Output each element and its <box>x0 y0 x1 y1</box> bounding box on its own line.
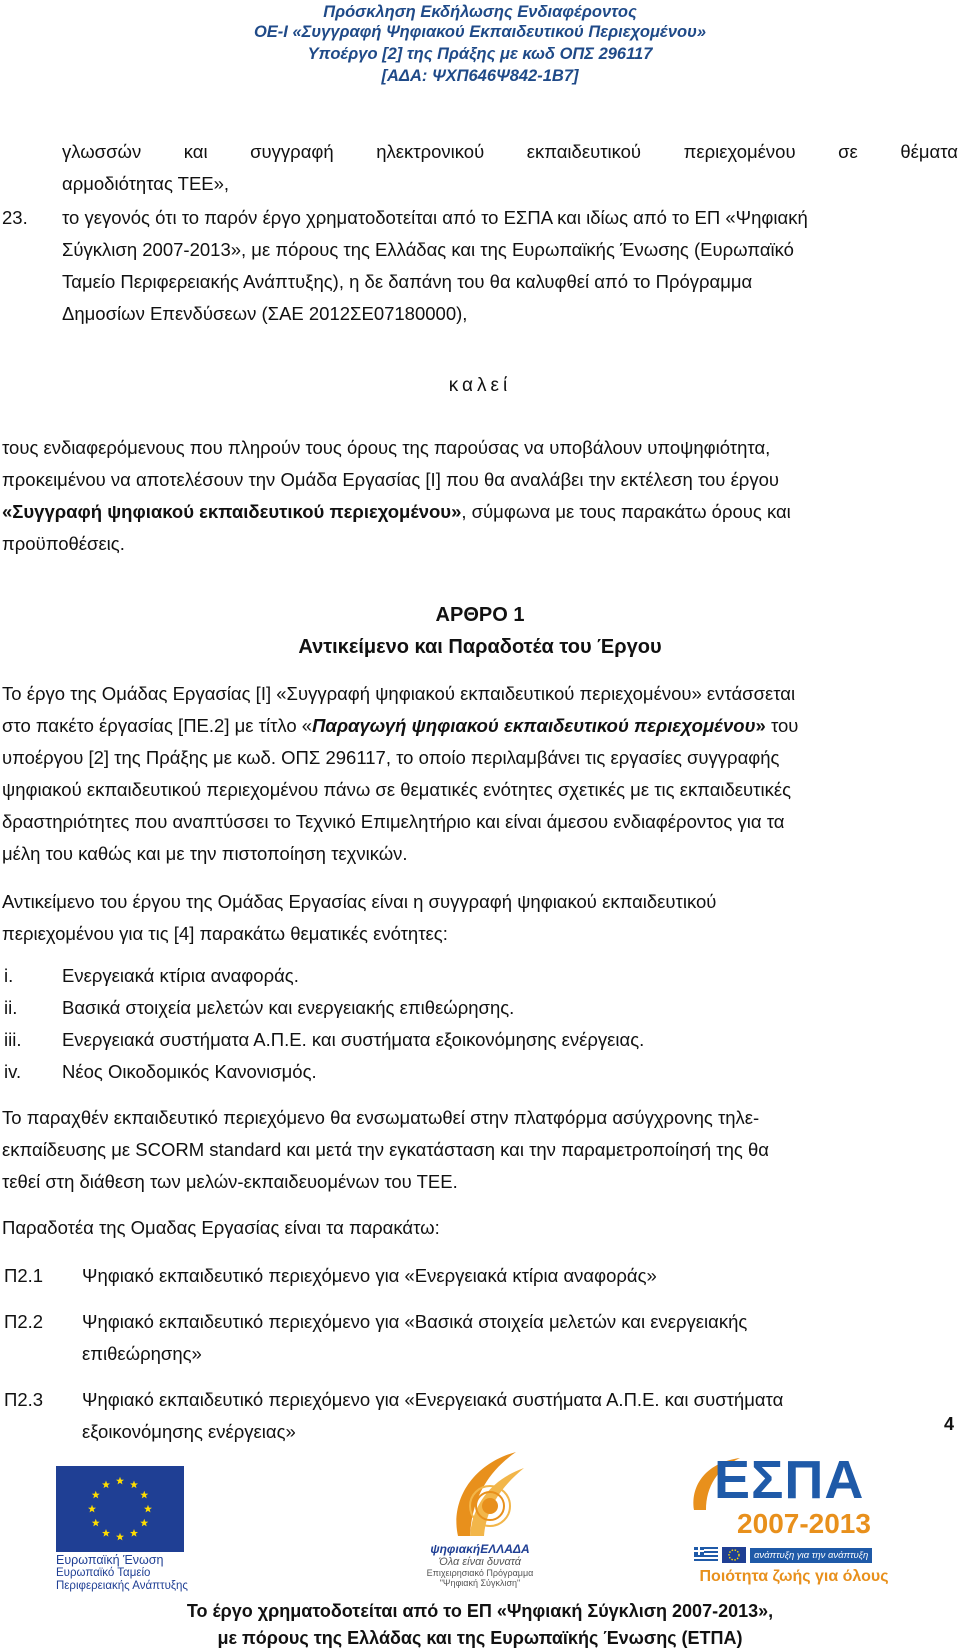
paragraph-2-line-1: Αντικείμενο του έργου της Ομάδας Εργασίας είναι η συγγραφή ψηφιακού εκπαιδευτικού <box>2 891 717 912</box>
digital-greece-slogan: Όλα είναι δυνατά <box>438 1556 522 1568</box>
paragraph-1-line-1: Το έργο της Ομάδας Εργασίας [Ι] «Συγγραφή ψηφιακού εκπαιδευτικού περιεχομένου» εντάσσεται <box>2 683 796 704</box>
logos-row <box>0 1446 960 1596</box>
espa-tagline: Ποιότητα ζωής για όλους <box>699 1568 889 1585</box>
digital-greece-emblem-icon <box>420 1446 540 1540</box>
continued-line-2: αρμοδιότητας ΤΕΕ», <box>62 173 230 194</box>
invitation-line-3: «Συγγραφή ψηφιακού εκπαιδευτικού περιεχομένου», σύμφωνα με τους παρακάτω όρους και <box>2 501 791 522</box>
item-23-line-1: το γεγονός ότι το παρόν έργο χρηματοδοτείται από το ΕΣΠΑ και ιδίως από το ΕΠ «Ψηφιακή <box>62 207 808 228</box>
digital-greece-brand: ψηφιακήΕΛΛΑΔΑ <box>430 1542 530 1556</box>
page-header <box>0 0 960 96</box>
item-23-line-3: Ταμείο Περιφερειακής Ανάπτυξης), η δε δαπάνη του θα καλυφθεί από το Πρόγραμμα <box>62 271 753 292</box>
paragraph-1-line-3: υποέργου [2] της Πράξης με κωδ. ΟΠΣ 296117, το οποίο περιλαμβάνει τις εργασίες συγγραφής <box>2 747 780 768</box>
espa-logo <box>684 1450 904 1596</box>
eu-small-flag-icon <box>722 1547 746 1563</box>
unit-item: ii. Βασικά στοιχεία μελετών και ενεργειακής επιθεώρησης. <box>4 997 515 1018</box>
unit-item: iv. Νέος Οικοδομικός Κανονισμός. <box>4 1061 317 1082</box>
espa-slogan: ανάπτυξη για την ανάπτυξη <box>750 1548 872 1563</box>
page-footer <box>0 1598 960 1652</box>
paragraph-2-line-2: περιεχομένου για τις [4] παρακάτω θεματικές ενότητες: <box>2 923 448 944</box>
item-23-number: 23. <box>2 207 28 228</box>
paragraph-1-line-6: μέλη του καθώς και με την πιστοποίηση τεχνικών. <box>2 843 408 864</box>
eu-logo-line-3: Περιφερειακής Ανάπτυξης <box>56 1580 188 1592</box>
paragraph-1 <box>2 678 960 870</box>
invitation-line-4: προϋποθέσεις. <box>2 533 125 554</box>
continued-line-1: γλωσσών και συγγραφή ηλεκτρονικού εκπαιδευτικού περιεχομένου σε θέματα <box>62 141 958 162</box>
footer-line-1: Το έργο χρηματοδοτείται από το ΕΠ «Ψηφιακή Σύγκλιση 2007-2013», <box>186 1601 774 1621</box>
paragraph-1-line-2: στο πακέτο έργασίας [ΠΕ.2] με τίτλο «Παραγωγή ψηφιακού εκπαιδευτικού περιεχομένου» του <box>2 715 799 736</box>
digital-greece-line-3: "Ψηφιακή Σύγκλιση" <box>439 1578 521 1588</box>
page-number: 4 <box>943 1414 954 1434</box>
item-23-line-4: Δημοσίων Επενδύσεων (ΣΑΕ 2012ΣΕ07180000), <box>62 303 468 324</box>
header-line-2: ΟΕ-Ι «Συγγραφή Ψηφιακού Εκπαιδευτικού Περιεχομένου» <box>253 23 707 41</box>
kalei-heading: καλεί <box>448 375 512 396</box>
continued-item <box>62 136 958 200</box>
eu-logo <box>56 1466 186 1596</box>
article-subtitle: Αντικείμενο και Παραδοτέα του Έργου <box>298 636 662 658</box>
eu-logo-line-1: Ευρωπαϊκή Ένωση <box>56 1553 164 1567</box>
header-line-4: [ΑΔΑ: ΨΧΠ646Ψ842-1Β7] <box>381 67 579 85</box>
unit-item: i. Ενεργειακά κτίρια αναφοράς. <box>4 965 299 986</box>
unit-item: iii. Ενεργειακά συστήματα Α.Π.Ε. και συστήματα εξοικονόμησης ενέργειας. <box>4 1029 645 1050</box>
paragraph-3 <box>2 1102 960 1198</box>
paragraph-4: Παραδοτέα της Ομαδας Εργασίας είναι τα παρακάτω: <box>2 1217 440 1238</box>
item-23-line-2: Σύγκλιση 2007-2013», με πόρους της Ελλάδας και της Ευρωπαϊκής Ένωσης (Ευρωπαϊκό <box>62 239 794 260</box>
invitation-line-2: προκειμένου να αποτελέσουν την Ομάδα Εργασίας [Ι] που θα αναλάβει την εκτέλεση του έργου <box>2 469 779 490</box>
digital-greece-logo <box>410 1446 550 1596</box>
paragraph-1-line-4: ψηφιακού εκπαιδευτικού περιεχομένου πάνω σε θεματικές ενότητες σχετικές με τις εκπαιδευτικές <box>2 779 791 800</box>
header-line-3: Υποέργο [2] της Πράξης με κωδ ΟΠΣ 296117 <box>307 45 653 63</box>
invitation-line-1: τους ενδιαφερόμενους που πληρούν τους όρους της παρούσας να υποβάλουν υποψηφιότητα, <box>2 437 771 458</box>
invitation-paragraph <box>2 432 960 560</box>
espa-years: 2007-2013 <box>737 1508 871 1539</box>
eu-flag-icon <box>56 1466 184 1552</box>
paragraph-1-line-5: δραστηριότητες που αναπτύσσει το Τεχνικό Επιμελητήριο και είναι άμεσου ενδιαφέροντος για τα <box>2 811 785 832</box>
espa-name: ΕΣΠΑ <box>714 1450 865 1510</box>
paragraph-3-line-3: τεθεί στη διάθεση των μελών-εκπαιδευομένων του ΤΕΕ. <box>2 1171 458 1192</box>
digital-greece-line-2: Επιχειρησιακό Πρόγραμμα <box>426 1568 534 1578</box>
header-line-1: Πρόσκληση Εκδήλωσης Ενδιαφέροντος <box>323 3 637 21</box>
footer-line-2: με πόρους της Ελλάδας και της Ευρωπαϊκής Ένωσης (ΕΤΠΑ) <box>217 1628 743 1648</box>
paragraph-3-line-2: εκπαίδευσης με SCORM standard και μετά την εγκατάσταση και την παραμετροποίησή της θα <box>2 1139 769 1160</box>
paragraph-2 <box>2 886 960 950</box>
paragraph-3-line-1: Το παραχθέν εκπαιδευτικό περιεχόμενο θα ενσωματωθεί στην πλατφόρμα ασύγχρονης τηλε- <box>2 1107 760 1128</box>
greek-flag-icon <box>694 1547 718 1563</box>
item-23 <box>62 202 958 330</box>
article-title: ΑΡΘΡΟ 1 <box>435 604 525 626</box>
espa-slogan-bar <box>694 1546 894 1564</box>
eu-logo-line-2: Ευρωπαϊκό Ταμείο <box>56 1567 151 1579</box>
